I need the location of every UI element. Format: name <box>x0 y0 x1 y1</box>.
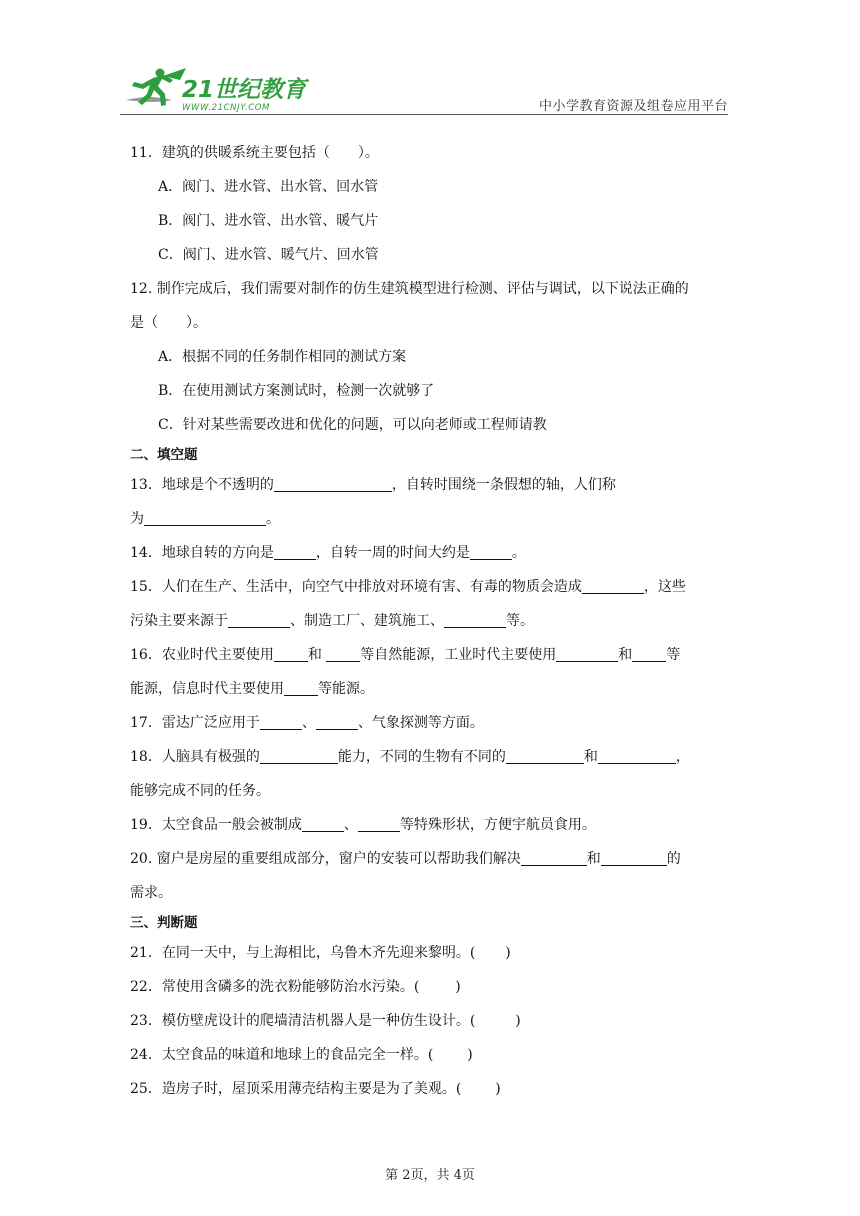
answer-blank[interactable] <box>632 645 666 662</box>
answer-blank[interactable] <box>284 679 318 696</box>
answer-blank[interactable] <box>144 509 266 526</box>
q12-stem-cont: 是（ ）。 <box>130 315 207 331</box>
page-number: 第 2页，共 4页 <box>385 1168 475 1183</box>
answer-blank[interactable] <box>601 849 667 866</box>
q24: 24．太空食品的味道和地球上的食品完全一样。( ) <box>130 1047 473 1063</box>
section-true-false-heading: 三、判断题 <box>130 915 198 931</box>
q11-option-a: A．阀门、进水管、出水管、回水管 <box>158 179 379 195</box>
answer-blank[interactable] <box>260 713 302 730</box>
q15-cont: 污染主要来源于 、制造工厂、建筑施工、 等。 <box>130 613 534 629</box>
answer-blank[interactable] <box>302 815 344 832</box>
21cnjy-logo <box>120 64 310 114</box>
answer-blank[interactable] <box>326 645 360 662</box>
q20-cont: 需求。 <box>130 885 172 901</box>
q13-cont: 为 。 <box>130 511 280 527</box>
answer-blank[interactable] <box>582 577 644 594</box>
answer-blank[interactable] <box>228 611 290 628</box>
answer-blank[interactable] <box>274 543 316 560</box>
q20: 20. 窗户是房屋的重要组成部分，窗户的安装可以帮助我们解决 和 的 <box>130 851 681 867</box>
q12-option-a: A．根据不同的任务制作相同的测试方案 <box>158 349 407 365</box>
answer-blank[interactable] <box>521 849 587 866</box>
answer-blank[interactable] <box>358 815 400 832</box>
q11-stem: 11．建筑的供暖系统主要包括（ ）。 <box>130 145 379 161</box>
q11-option-b: B．阀门、进水管、出水管、暖气片 <box>158 213 379 229</box>
answer-blank[interactable] <box>260 747 338 764</box>
page-header <box>120 64 728 116</box>
q25: 25．造房子时，屋顶采用薄壳结构主要是为了美观。( ) <box>130 1081 501 1097</box>
section-fill-blank-heading: 二、填空题 <box>130 447 198 463</box>
answer-blank[interactable] <box>506 747 584 764</box>
svg-text:21世纪教育: 21世纪教育 <box>182 77 307 103</box>
q12-option-c: C．针对某些需要改进和优化的问题，可以向老师或工程师请教 <box>158 417 547 433</box>
q12-option-b: B．在使用测试方案测试时，检测一次就够了 <box>158 383 435 399</box>
answer-blank[interactable] <box>556 645 618 662</box>
q13: 13．地球是个不透明的 ，自转时围绕一条假想的轴，人们称 <box>130 477 616 493</box>
q15: 15．人们在生产、生活中，向空气中排放对环境有害、有毒的物质会造成 ，这些 <box>130 579 686 595</box>
q21: 21．在同一天中，与上海相比，乌鲁木齐先迎来黎明。( ) <box>130 945 511 961</box>
q17: 17．雷达广泛应用于 、 、气象探测等方面。 <box>130 715 484 731</box>
answer-blank[interactable] <box>598 747 676 764</box>
answer-blank[interactable] <box>316 713 358 730</box>
answer-blank[interactable] <box>274 475 392 492</box>
q16-cont: 能源，信息时代主要使用 等能源。 <box>130 681 374 697</box>
q22: 22．常使用含磷多的洗衣粉能够防治水污染。( ) <box>130 979 461 995</box>
q11-option-c: C．阀门、进水管、暖气片、回水管 <box>158 247 379 263</box>
q19: 19．太空食品一般会被制成 、 等特殊形状，方便宇航员食用。 <box>130 817 596 833</box>
question-list <box>130 136 730 1106</box>
q12-stem: 12. 制作完成后，我们需要对制作的仿生建筑模型进行检测、评估与调试，以下说法正确的 <box>130 281 689 297</box>
answer-blank[interactable] <box>444 611 506 628</box>
q14: 14．地球自转的方向是 ，自转一周的时间大约是 。 <box>130 545 526 561</box>
platform-name: 中小学教育资源及组卷应用平台 <box>538 99 728 114</box>
q18: 18．人脑具有极强的 能力，不同的生物有不同的 和 ， <box>130 749 690 765</box>
q18-cont: 能够完成不同的任务。 <box>130 783 270 799</box>
q23: 23．模仿壁虎设计的爬墙清洁机器人是一种仿生设计。( ) <box>130 1013 521 1029</box>
answer-blank[interactable] <box>470 543 512 560</box>
q16: 16．农业时代主要使用 和 等自然能源，工业时代主要使用 和 等 <box>130 647 681 663</box>
answer-blank[interactable] <box>274 645 308 662</box>
header-divider <box>120 114 728 115</box>
svg-text:WWW.21CNJY.COM: WWW.21CNJY.COM <box>182 103 270 113</box>
